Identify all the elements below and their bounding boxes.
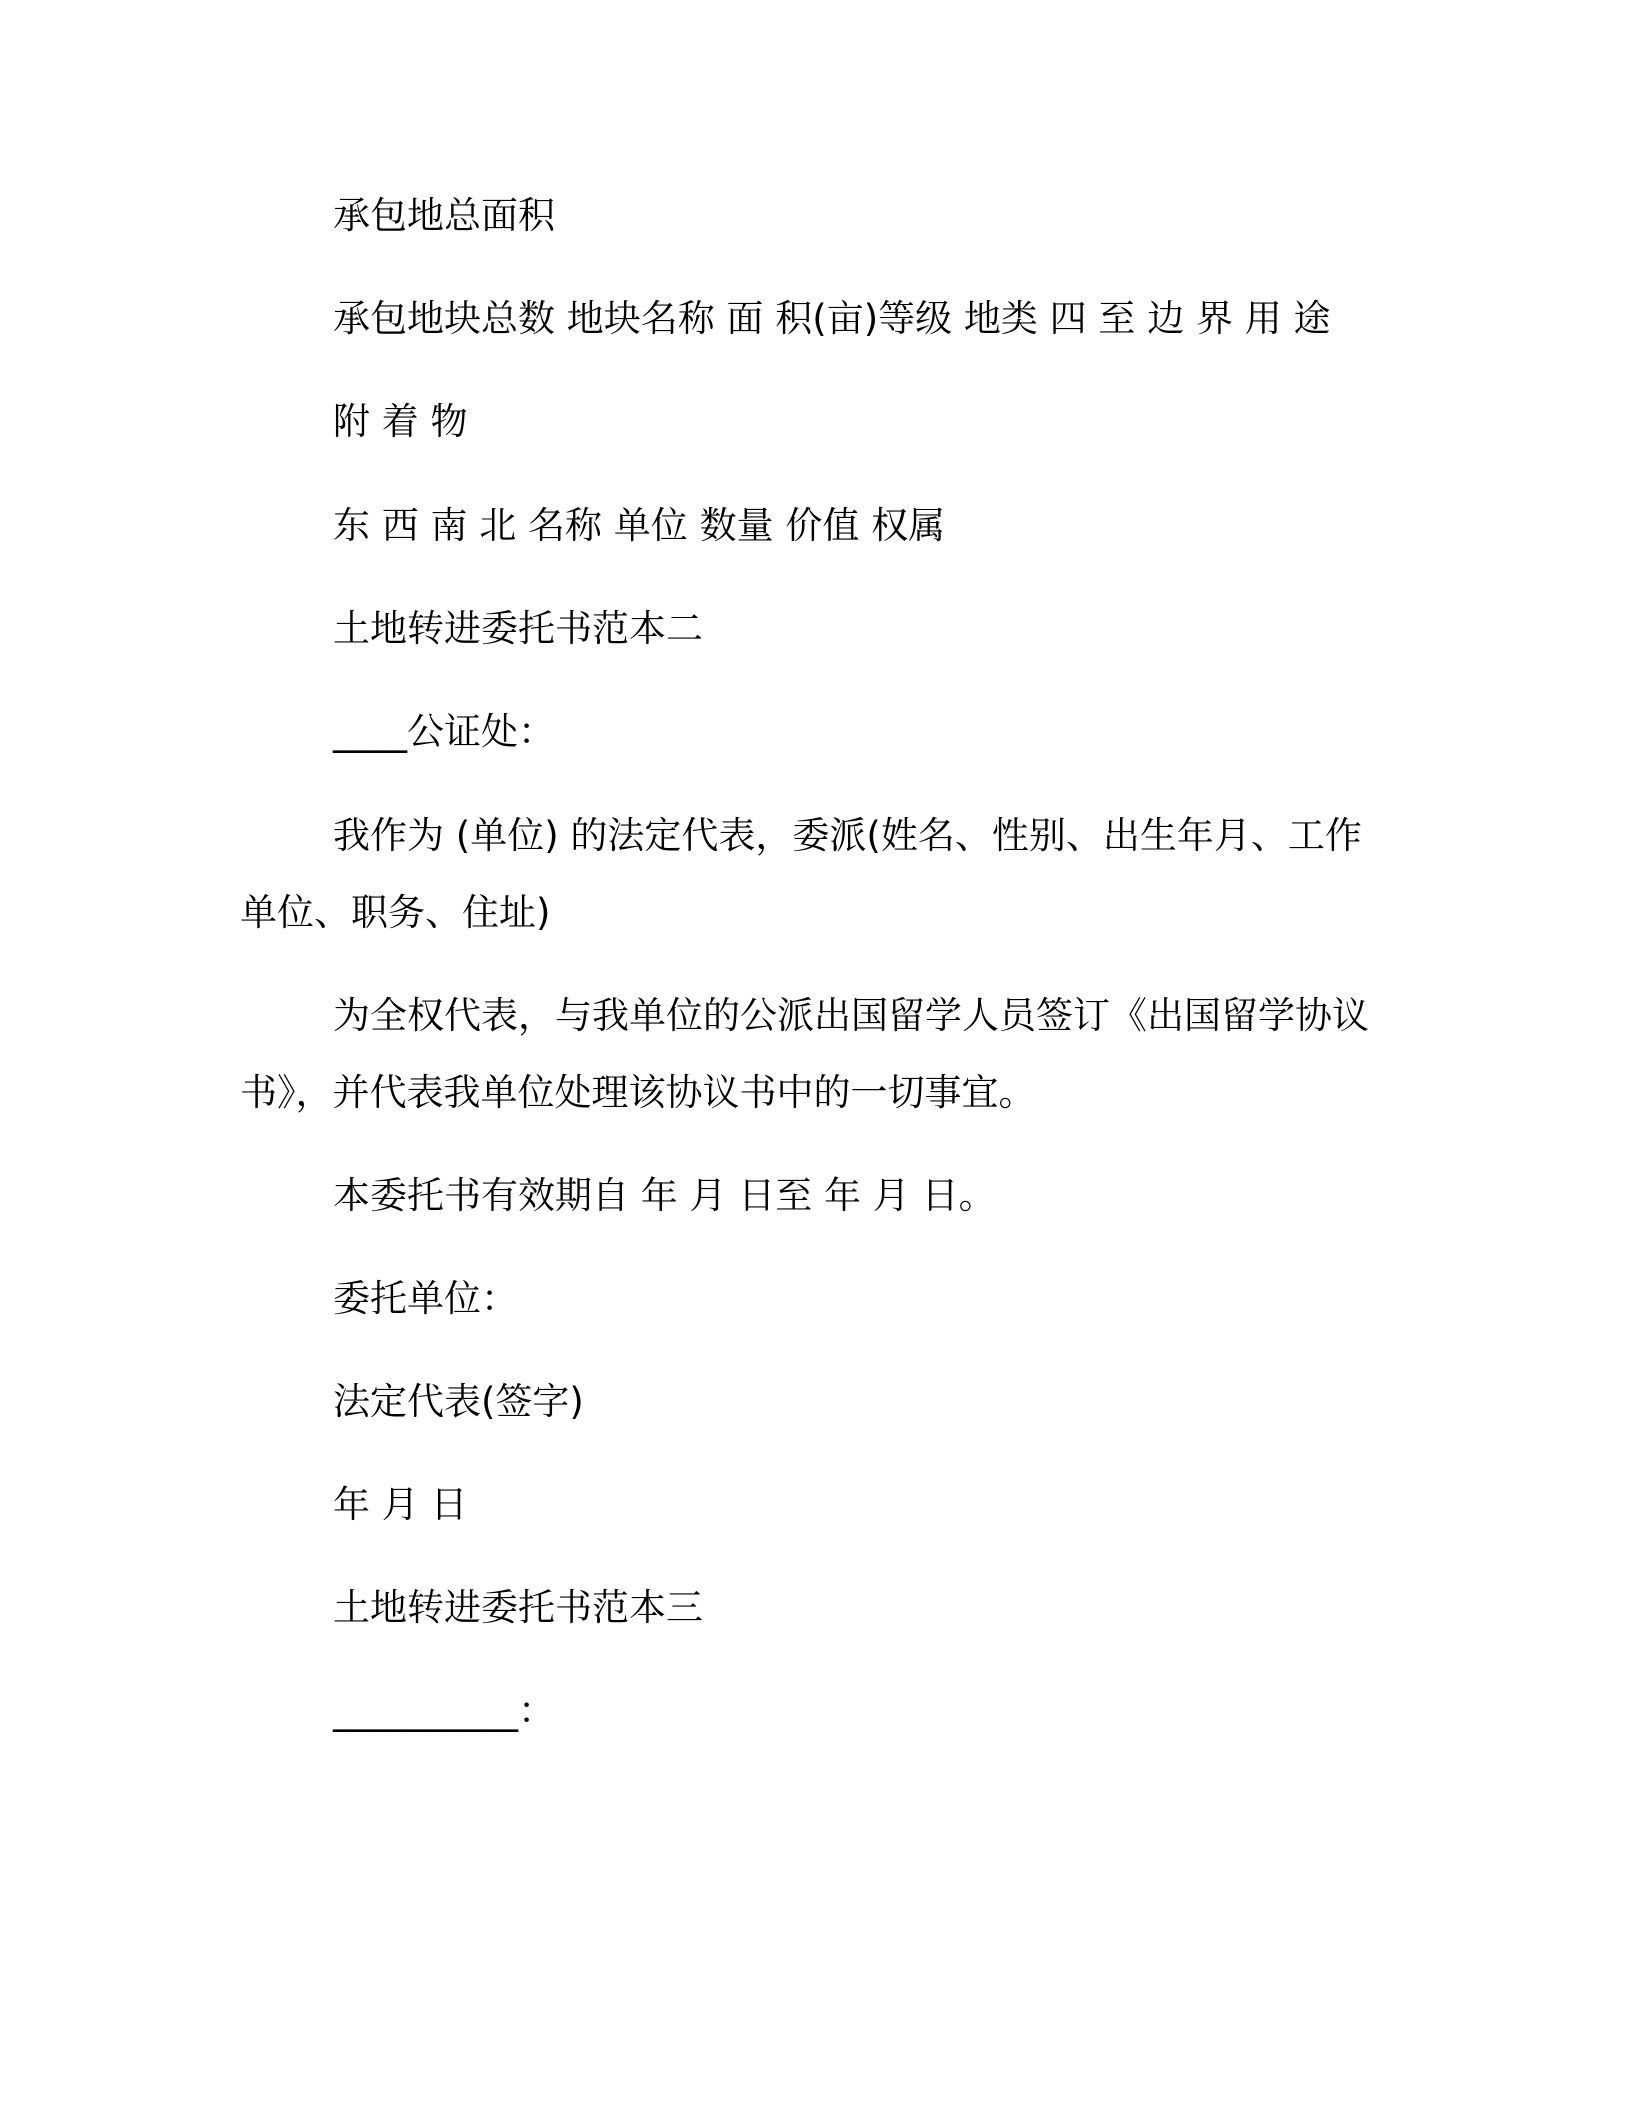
date-line: 年 月 日 [333,1483,468,1526]
attachments-line: 附 着 物 [333,400,468,443]
entrusting-unit-line: 委托单位： [333,1277,518,1320]
body-paragraph-1-line-1: 我作为 (单位) 的法定代表，委派(姓名、性别、出生年月、工作 [333,814,1362,857]
plot-table-header-line: 承包地块总数 地块名称 面 积(亩)等级 地类 四 至 边 界 用 途 [333,297,1331,340]
body-paragraph-2-line-2: 书》，并代表我单位处理该协议书中的一切事宜。 [240,1071,1036,1114]
notary-address-line: ____公证处： [333,710,555,753]
section-title-two: 土地转进委托书范本二 [333,607,703,650]
contract-area-line: 承包地总面积 [333,194,555,237]
section-title-three: 土地转进委托书范本三 [333,1586,703,1629]
body-paragraph-2-line-1: 为全权代表，与我单位的公派出国留学人员签订《出国留学协议 [333,994,1369,1037]
validity-line: 本委托书有效期自 年 月 日至 年 月 日。 [333,1174,996,1217]
boundary-header-line: 东 西 南 北 名称 单位 数量 价值 权属 [333,504,946,547]
legal-rep-signature-line: 法定代表(签字) [333,1380,584,1423]
addressee-line: __________： [333,1689,555,1732]
body-paragraph-1-line-2: 单位、职务、住址) [240,891,551,934]
